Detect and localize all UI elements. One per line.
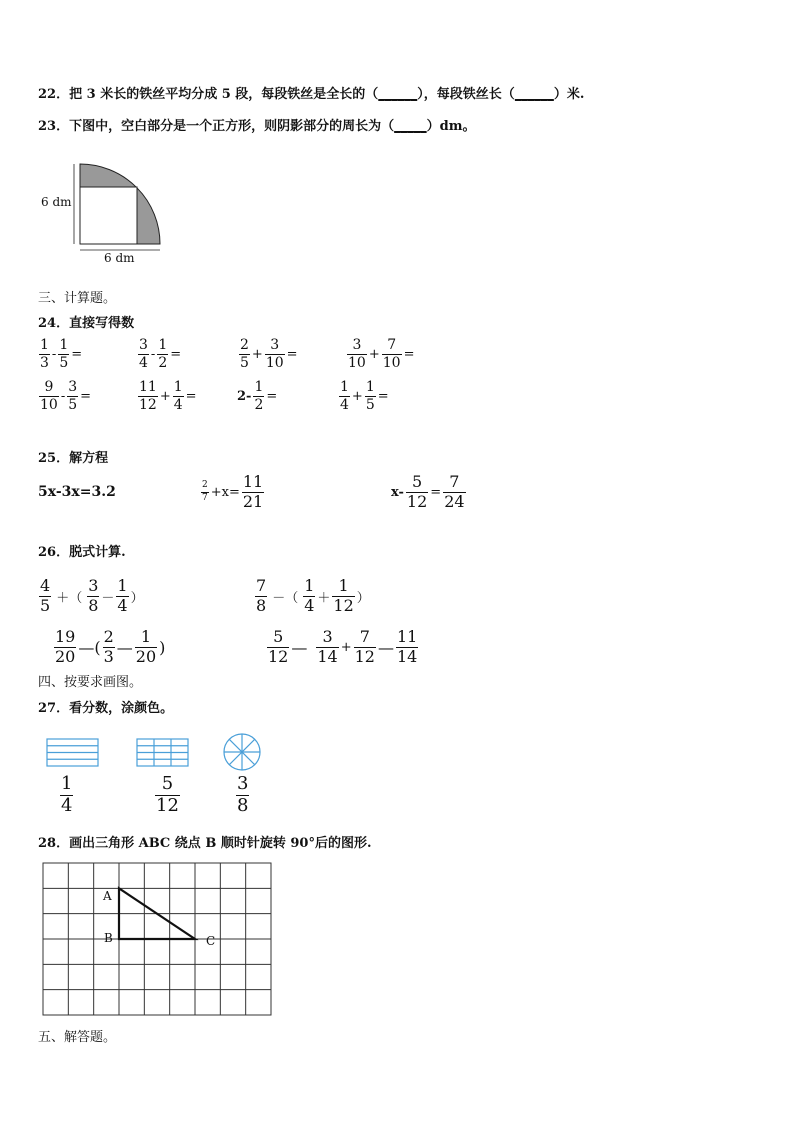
q23-label-bottom: 6 dm (104, 251, 135, 265)
q27-fraction-3 (235, 775, 250, 816)
fraction: $\frac{1}{4}$ (304, 576, 315, 615)
q23-text-1: 下图中，空白部分是一个正方形，则阴影部分的周长为（ (69, 119, 395, 134)
fraction: $\frac{1}{4}$ (61, 773, 73, 816)
fraction: $\frac{5}{12}$ (406, 472, 428, 511)
q24-item-3: $\frac{2}{5}$ + $\frac{3}{10}$ = (240, 337, 298, 371)
q23-text-2: ）dm。 (426, 119, 476, 134)
q24-item-5: $\frac{9}{10}$ - $\frac{3}{5}$ = (40, 379, 92, 413)
fraction: $\frac{2}{3}$ (103, 627, 114, 666)
q22-text-3: ）米. (553, 87, 585, 102)
fraction: $\frac{1}{12}$ (333, 576, 354, 615)
q27-circle-eighths[interactable] (222, 732, 262, 772)
q23-blank[interactable]: _____ (394, 119, 427, 134)
fraction: $\frac{1}{3}$ (40, 337, 49, 371)
fraction: $\frac{7}{24}$ (444, 472, 465, 511)
q25-title: 25．解方程 (38, 451, 109, 466)
fraction: $\frac{11}{12}$ (139, 379, 157, 413)
q26-expression-4: $\frac{5}{12}$ — $\frac{3}{14}$ + $\frac{7}{12}$ — $\frac{11}{14}$ (268, 627, 418, 666)
fraction: $\frac{1}{4}$ (117, 576, 128, 615)
q28-grid[interactable] (42, 862, 276, 1018)
question-23 (38, 115, 475, 134)
fraction: $\frac{5}{12}$ (156, 773, 179, 816)
q23-label-left: 6 dm (41, 195, 72, 209)
q27-title: 27．看分数，涂颜色。 (38, 701, 174, 716)
q27-fraction-1 (59, 775, 74, 816)
fraction: $\frac{3}{5}$ (68, 379, 78, 413)
q26-expression-2: $\frac{7}{8}$ －（ $\frac{1}{4}$ ＋ $\frac{1}{12}$ ） (256, 576, 370, 615)
fraction: $\frac{1}{5}$ (365, 379, 375, 413)
fraction: $\frac{4}{5}$ (40, 576, 51, 615)
fraction: $\frac{3}{10}$ (265, 337, 284, 371)
fraction: $\frac{1}{2}$ (254, 379, 264, 413)
q25-equation-1: 5x-3x=3.2 (38, 484, 116, 500)
fraction: $\frac{3}{10}$ (348, 337, 366, 371)
q24-item-2: $\frac{3}{4}$ - $\frac{1}{2}$ = (139, 337, 182, 371)
fraction: $\frac{7}{10}$ (382, 337, 401, 371)
fraction: $\frac{1}{4}$ (173, 379, 183, 413)
question-22 (38, 83, 584, 102)
q27-fraction-2 (154, 775, 181, 816)
q25-equation-2: $\frac{2}{7}$ +x= $\frac{11}{21}$ (202, 472, 264, 511)
fraction: $\frac{1}{4}$ (340, 379, 349, 413)
section-5-heading: 五、解答题。 (38, 1030, 117, 1045)
fraction: $\frac{1}{5}$ (59, 337, 69, 371)
q28-label-c: C (206, 934, 216, 948)
q26-expression-3: $\frac{19}{20}$ —( $\frac{2}{3}$ — $\frac{1}{20}$ ) (55, 627, 166, 666)
fraction: $\frac{7}{8}$ (256, 576, 267, 615)
fraction: $\frac{3}{8}$ (237, 773, 249, 816)
fraction: $\frac{1}{2}$ (158, 337, 168, 371)
q22-blank-2[interactable]: ______ (514, 87, 554, 102)
q28-label-b: B (104, 931, 113, 945)
fraction: $\frac{9}{10}$ (40, 379, 58, 413)
q22-text-2: ），每段铁丝长（ (417, 87, 515, 102)
section-3-heading: 三、计算题。 (38, 291, 117, 306)
q28-title: 28．画出三角形 ABC 绕点 B 顺时针旋转 90°后的图形. (38, 836, 372, 851)
q24-item-8: $\frac{1}{4}$ + $\frac{1}{5}$ = (340, 379, 389, 413)
fraction: $\frac{7}{12}$ (354, 627, 375, 666)
q27-rectangle-quarters[interactable] (46, 738, 100, 768)
fraction: $\frac{3}{4}$ (139, 337, 148, 371)
q24-item-4: $\frac{3}{10}$ + $\frac{7}{10}$ = (348, 337, 415, 371)
section-4-heading: 四、按要求画图。 (38, 675, 143, 690)
fraction: $\frac{2}{5}$ (240, 337, 249, 371)
q24-title: 24．直接写得数 (38, 316, 135, 331)
fraction: $\frac{2}{7}$ (202, 480, 208, 503)
q25-equation-3: x- $\frac{5}{12}$ = $\frac{7}{24}$ (391, 472, 465, 511)
fraction: $\frac{11}{21}$ (242, 472, 264, 511)
q26-expression-1: $\frac{4}{5}$ ＋（ $\frac{3}{8}$ － $\frac{1}{4}$ ） (40, 576, 144, 615)
q22-text-1: 把 3 米长的铁丝平均分成 5 段，每段铁丝是全长的（ (69, 87, 379, 102)
q22-blank-1[interactable]: ______ (378, 87, 418, 102)
q24-item-1: $\frac{1}{3}$ - $\frac{1}{5}$ = (40, 337, 83, 371)
q24-item-7: 2- $\frac{1}{2}$ = (237, 379, 278, 413)
fraction: $\frac{3}{8}$ (88, 576, 99, 615)
q24-item-6: $\frac{11}{12}$ + $\frac{1}{4}$ = (139, 379, 197, 413)
q26-title: 26．脱式计算. (38, 545, 126, 560)
q28-label-a: A (103, 889, 112, 903)
fraction: $\frac{3}{14}$ (317, 627, 338, 666)
q22-number: 22． (38, 87, 70, 102)
fraction: $\frac{1}{20}$ (135, 627, 157, 666)
fraction: $\frac{19}{20}$ (55, 627, 76, 666)
q27-rectangle-twelfths[interactable] (136, 738, 190, 768)
fraction: $\frac{5}{12}$ (268, 627, 289, 666)
fraction: $\frac{11}{14}$ (396, 627, 418, 666)
q23-number: 23． (38, 119, 70, 134)
